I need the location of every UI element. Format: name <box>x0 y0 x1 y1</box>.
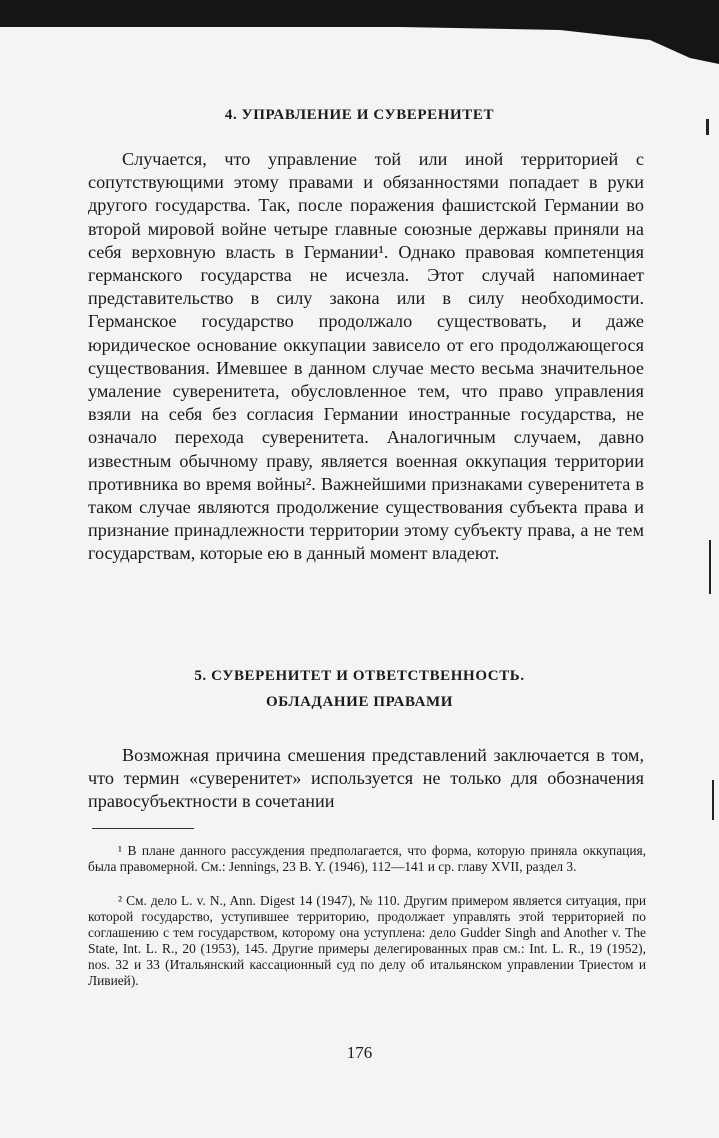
scan-margin-mark <box>709 540 711 594</box>
section-5-paragraph: Возможная причина смешения представлений заключается в том, что термин «суверенитет» используется не только для обозначения правосубъектности в сочетании <box>88 745 644 812</box>
footnote-2 <box>88 893 646 1033</box>
footnote-1 <box>88 843 646 891</box>
section-5-heading-line-1: 5. СУВЕРЕНИТЕТ И ОТВЕТСТВЕННОСТЬ. <box>194 668 525 684</box>
scan-margin-mark <box>712 780 714 820</box>
section-4-paragraph: Случается, что управление той или иной территорией с сопутствующими этому правами и обязанностями попадает в руки другого государства. Так, после поражения фашистской Германии во второй мировой войне четыре главные союзные державы приняли на себя верховную власть в Германии¹. Однако правовая компетенция германского государства не исчезла. Этот случай напоминает представительство в силу закона или в силу необходимости. Германское государство продолжало существовать, и даже юридическое основание оккупации зависело от его продолжающегося существования. Имевшее в данном случае место весьма значительное умаление суверенитета, обусловленное тем, что право управления взяли на себя без согласия Германии иностранные государства, не означало перехода суверенитета. Аналогичным случаем, давно известным обычному праву, является военная оккупация территории противника во время войны². Важнейшими признаками суверенитета в таком случае являются продолжение существования субъекта права и признание принадлежности территории этому субъекту права, а не тем государствам, которые ею в данный момент владеют. <box>88 149 644 564</box>
footnote-2-marker: ² <box>118 893 123 908</box>
footnote-separator <box>92 828 194 829</box>
footnote-1-text: В плане данного рассуждения предполагается, что форма, которую приняла оккупация, была правомерной. См.: Jennings, 23 B. Y. (1946), 112—141 и ср. главу XVII, раздел 3. <box>88 843 646 875</box>
footnote-1-marker: ¹ <box>118 843 123 858</box>
section-5-heading-line-2: ОБЛАДАНИЕ ПРАВАМИ <box>265 694 454 710</box>
scan-dark-top-edge <box>0 0 719 70</box>
scan-margin-mark <box>706 119 709 135</box>
section-4-heading: 4. УПРАВЛЕНИЕ И СУВЕРЕНИТЕТ <box>224 107 495 123</box>
footnote-2-text: См. дело L. v. N., Ann. Digest 14 (1947), № 110. Другим примером является ситуация, при которой государство, уступившее территорию, продолжает управлять этой территорией по соглашению с тем государством, которому она уступлена: дело Gudder Singh and Another v. The State, Int. L. R., 20 (1953), 145. Другие примеры делегированных прав см.: Int. L. R., 19 (1952), nos. 32 и 33 (Итальянский кассационный суд по делу об итальянском управлении Триестом и Ливией). <box>88 893 646 989</box>
page-number: 176 <box>346 1043 373 1062</box>
